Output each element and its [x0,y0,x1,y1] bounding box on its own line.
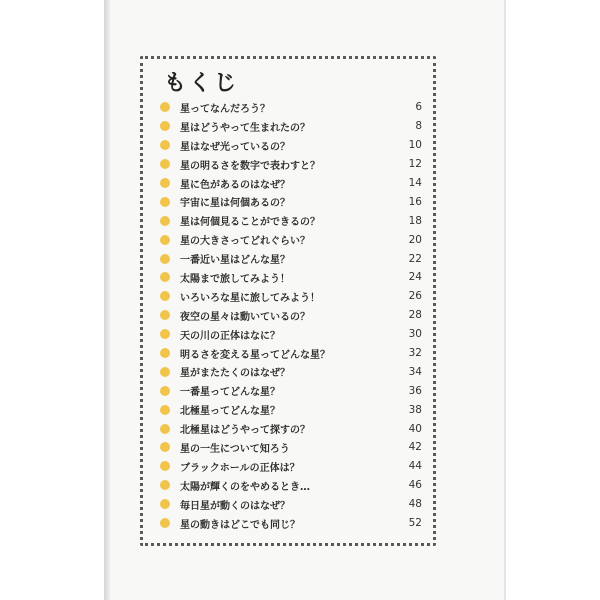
toc-item-page-number: 40 [408,422,422,435]
toc-item [160,344,422,363]
bullet-dot-icon [160,367,170,377]
toc-item-page-number: 20 [408,233,422,246]
toc-item-page-number: 30 [408,328,422,341]
toc-item [160,419,422,438]
toc-item-page-number: 12 [408,158,422,171]
bullet-dot-icon [160,348,170,358]
bullet-dot-icon [160,197,170,207]
bullet-dot-icon [160,102,170,112]
toc-item-title: 一番近い星はどんな星？ [180,255,290,267]
toc-item-title: 星の動きはどこでも同じ？ [180,519,300,531]
toc-item-title: 星の明るさを数字で表わすと？ [180,160,320,172]
toc-item-page-number: 6 [415,101,422,114]
toc-item [160,362,422,381]
toc-item-page-number: 34 [408,365,422,378]
toc-item [160,381,422,400]
bullet-dot-icon [160,254,170,264]
bullet-dot-icon [160,518,170,528]
bullet-dot-icon [160,386,170,396]
bullet-dot-icon [160,216,170,226]
toc-item-page-number: 42 [408,441,422,454]
toc-item-page-number: 22 [408,252,422,265]
toc-item-title: 星は何個見ることができるの？ [180,217,320,229]
toc-item-title: 一番星ってどんな星？ [180,387,280,399]
toc-item-title: ブラックホールの正体は？ [180,462,300,474]
toc-item [160,306,422,325]
toc-list [160,98,422,532]
bullet-dot-icon [160,121,170,131]
toc-item-title: いろいろな星に旅してみよう！ [180,292,320,304]
toc-item [160,476,422,495]
toc-item-title: 太陽まで旅してみよう！ [180,273,290,285]
bullet-dot-icon [160,235,170,245]
bullet-dot-icon [160,329,170,339]
toc-item-page-number: 14 [408,177,422,189]
bullet-dot-icon [160,461,170,471]
toc-item [160,287,422,306]
toc-item-title: 明るさを変える星ってどんな星？ [180,349,330,361]
bullet-dot-icon [160,310,170,320]
toc-item [160,211,422,230]
toc-item-page-number: 8 [415,120,422,133]
toc-item-page-number: 52 [408,517,422,530]
toc-item [160,174,422,193]
toc-item [160,400,422,419]
toc-item-title: 星に色があるのはなぜ？ [180,179,290,191]
toc-item-page-number: 26 [408,290,422,303]
toc-item-title: 夜空の星々は動いているの？ [180,311,310,323]
toc-item-page-number: 44 [408,460,422,473]
toc-item [160,495,422,514]
toc-item [160,117,422,136]
toc-item-page-number: 16 [408,195,422,208]
toc-title: もくじ [164,71,240,96]
toc-item [160,136,422,155]
toc-item [160,249,422,268]
toc-item-title: 星の大きさってどれぐらい？ [180,236,310,248]
bullet-dot-icon [160,442,170,452]
toc-item-page-number: 28 [408,309,422,322]
toc-item [160,457,422,476]
bullet-dot-icon [160,140,170,150]
toc-item-title: 星はどうやって生まれたの？ [180,122,310,134]
toc-item-title: 星の一生について知ろう [180,443,290,455]
toc-item-title: 星ってなんだろう？ [180,103,270,115]
page-edge [504,0,506,600]
toc-item-title: 北極星はどうやって探すの？ [180,425,310,437]
bullet-dot-icon [160,405,170,415]
toc-item [160,514,422,533]
toc-item-title: 星がまたたくのはなぜ？ [180,368,290,380]
toc-item-page-number: 46 [408,479,422,492]
bullet-dot-icon [160,291,170,301]
bullet-dot-icon [160,499,170,509]
toc-item-title: 星はなぜ光っているの？ [180,141,290,153]
toc-item [160,325,422,344]
toc-item-page-number: 48 [408,498,422,511]
toc-item-title: 天の川の正体はなに？ [180,330,280,342]
toc-item [160,98,422,117]
toc-item [160,438,422,457]
toc-item-page-number: 32 [408,347,422,360]
toc-item-page-number: 36 [408,384,422,397]
toc-item-title: 北極星ってどんな星？ [180,406,280,418]
toc-item-page-number: 24 [408,271,422,284]
toc-item [160,155,422,174]
bullet-dot-icon [160,480,170,490]
toc-item-title: 太陽が輝くのをやめるとき… [180,481,310,493]
toc-item-page-number: 18 [408,214,422,227]
toc-item [160,192,422,211]
bullet-dot-icon [160,178,170,188]
bullet-dot-icon [160,159,170,169]
toc-item-title: 毎日星が動くのはなぜ？ [180,500,290,512]
toc-item [160,230,422,249]
toc-item-title: 宇宙に星は何個あるの？ [180,198,290,210]
toc-item [160,268,422,287]
toc-item-page-number: 10 [408,139,422,152]
bullet-dot-icon [160,272,170,282]
bullet-dot-icon [160,424,170,434]
toc-item-page-number: 38 [408,403,422,416]
